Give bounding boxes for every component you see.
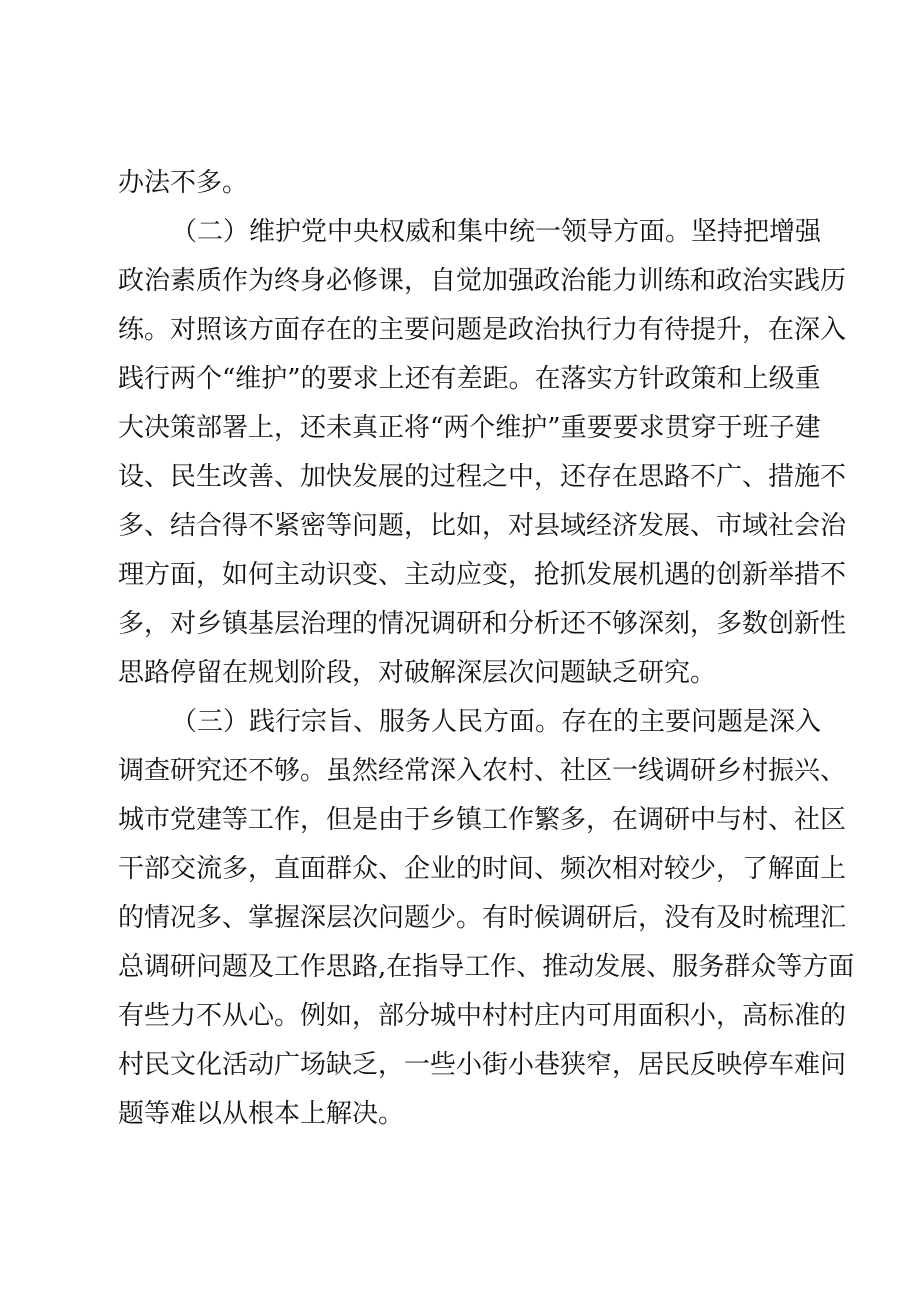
text-line: 思路停留在规划阶段，对破解深层次问题缺乏研究。: [118, 658, 717, 688]
text-line: 村民文化活动广场缺乏，一些小街小巷狭窄，居民反映停车难问: [118, 1050, 847, 1080]
text-line: 大决策部署上，还未真正将“两个维护”重要要求贯穿于班子建: [118, 413, 821, 443]
text-line: 练。对照该方面存在的主要问题是政治执行力有待提升，在深入: [118, 315, 847, 345]
text-line: 办法不多。: [118, 168, 249, 198]
text-line: 多、结合得不紧密等问题，比如，对县域经济发展、市域社会治: [118, 511, 847, 541]
text-line: 设、民生改善、加快发展的过程之中，还存在思路不广、措施不: [118, 462, 847, 492]
text-line: 的情况多、掌握深层次问题少。有时候调研后，没有及时梳理汇: [118, 903, 847, 933]
text-line: 多，对乡镇基层治理的情况调研和分析还不够深刻，多数创新性: [118, 609, 847, 639]
text-line: 践行两个“维护”的要求上还有差距。在落实方针政策和上级重: [118, 364, 821, 394]
text-line: 干部交流多，直面群众、企业的时间、频次相对较少，了解面上: [118, 854, 847, 884]
text-line: 政治素质作为终身必修课，自觉加强政治能力训练和政治实践历: [118, 266, 847, 296]
text-line: 城市党建等工作，但是由于乡镇工作繁多，在调研中与村、社区: [118, 805, 847, 835]
section-3-heading-line: （三）践行宗旨、服务人民方面。存在的主要问题是深入: [171, 707, 822, 737]
text-line: 题等难以从根本上解决。: [118, 1099, 405, 1129]
text-line: 理方面，如何主动识变、主动应变，抢抓发展机遇的创新举措不: [118, 560, 847, 590]
text-line: 有些力不从心。例如，部分城中村村庄内可用面积小，高标准的: [118, 1001, 847, 1031]
text-line: 总调研问题及工作思路,在指导工作、推动发展、服务群众等方面: [118, 952, 855, 982]
section-2-heading-line: （二）维护党中央权威和集中统一领导方面。坚持把增强: [171, 217, 822, 247]
text-line: 调查研究还不够。虽然经常深入农村、社区一线调研乡村振兴、: [118, 756, 847, 786]
